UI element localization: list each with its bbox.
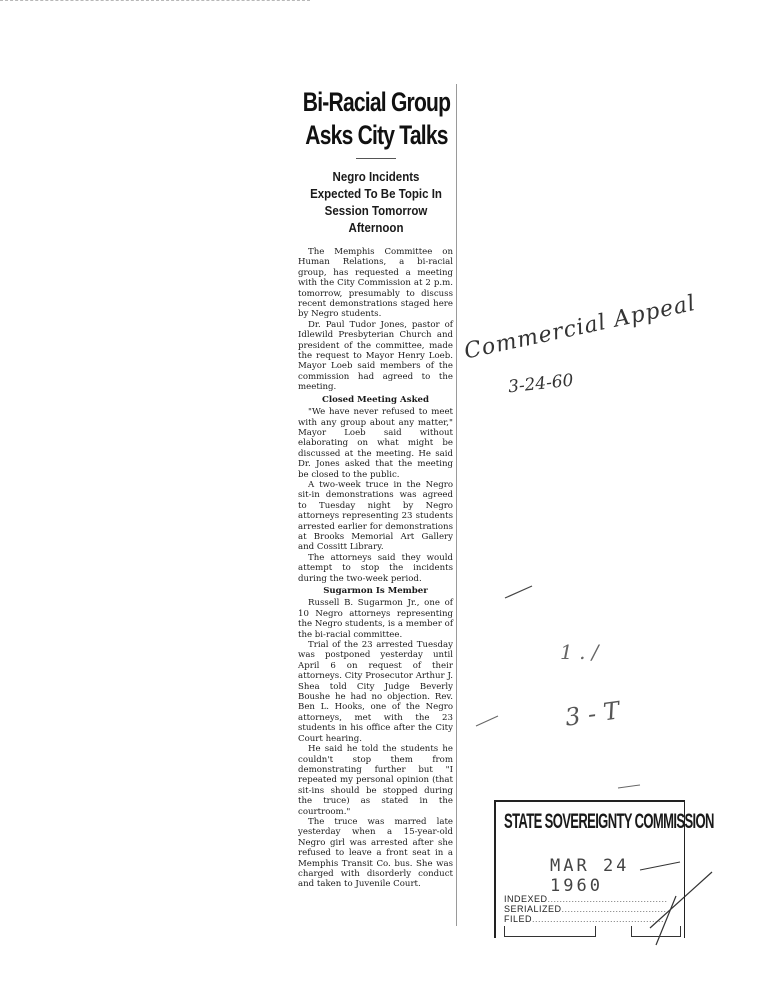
- stamp-title: STATE SOVEREIGNTY COMMISSION: [504, 810, 714, 833]
- paragraph: A two-week truce in the Negro sit-in demonstrations was agreed to Tuesday night by Negro attorneys representing 23 students arrested earlier for demonstrations at Brooks Memorial Art Gallery and Cossitt Library.: [298, 479, 453, 553]
- handwritten-mark: 3 - T: [563, 696, 622, 732]
- paragraph: The truce was marred late yesterday when a 15-year-old Negro girl was arrested after she refused to leave a front seat in a Memphis Transit Co. bus. She was charged with disorderly conduct and taken to Juvenile Court.: [298, 816, 453, 890]
- headline-line-1: Bi-Racial Group: [302, 87, 451, 117]
- handwritten-mark: 1 . /: [560, 640, 599, 664]
- handwritten-date: 3-24-60: [507, 370, 575, 398]
- stamp-serialized-label: SERIALIZED: [504, 904, 562, 914]
- section-heading: Sugarmon Is Member: [323, 586, 428, 596]
- pen-stroke: [476, 716, 498, 726]
- subheadline: Negro Incidents Expected To Be Topic In Session Tomorrow Afternoon: [310, 170, 442, 235]
- pen-stroke: [618, 785, 640, 788]
- stamp-filed-row: FILED............................................: [504, 914, 665, 924]
- stamp-serialized-row: SERIALIZED...................................: [504, 904, 667, 914]
- paragraph: Dr. Paul Tudor Jones, pastor of Idlewild Presbyterian Church and president of the committee, made the request to Mayor Henry Loeb. Mayor Loeb said members of the commission had agreed to the meeting.: [298, 319, 453, 393]
- section-heading: Closed Meeting Asked: [321, 394, 429, 405]
- stamp-filed-label: FILED: [504, 914, 533, 924]
- stamp-indexed-label: INDEXED: [504, 894, 548, 904]
- paragraph: "We have never refused to meet with any group about any matter," Mayor Loeb said without elaborating on what might be discussed at the meeting. He said Dr. Jones asked that the meeting be closed to the public.: [298, 407, 453, 480]
- stamp-box: [631, 926, 681, 937]
- paragraph: The attorneys said they would attempt to stop the incidents during the two-week period.: [298, 552, 453, 584]
- paragraph: Russell B. Sugarmon Jr., one of 10 Negro attorneys representing the Negro students, is a member of the bi-racial committee.: [298, 598, 453, 640]
- headline-line-2: Asks City Talks: [305, 120, 448, 150]
- pen-stroke: [505, 586, 532, 598]
- paragraph: He said he told the students he couldn't stop them from demonstrating further but "I repeated my personal opinion (that sit-ins should be stopped during the truce) as stated in the courtroom.": [298, 744, 453, 817]
- commission-stamp: [494, 800, 714, 938]
- stamp-indexed-row: INDEXED........................................: [504, 894, 668, 904]
- paragraph: Trial of the 23 arrested Tuesday was postponed yesterday until April 6 on request of their attorneys. City Prosecutor Arthur J. Shea told City Judge Beverly Boushe he had no objection. Rev. Ben L. Hooks, one of the Negro attorneys, met with the 23 students in his office after the City Court hearing.: [298, 640, 453, 744]
- stamp-box: [504, 926, 596, 937]
- handwritten-source: Commercial Appeal: [462, 290, 699, 365]
- paragraph: The Memphis Committee on Human Relations, a bi-racial group, has requested a meeting with the City Commission at 2 p.m. tomorrow, presumably to discuss recent demonstrations staged here by Negro students.: [298, 247, 453, 320]
- stamp-date: MAR 24 1960: [550, 856, 630, 896]
